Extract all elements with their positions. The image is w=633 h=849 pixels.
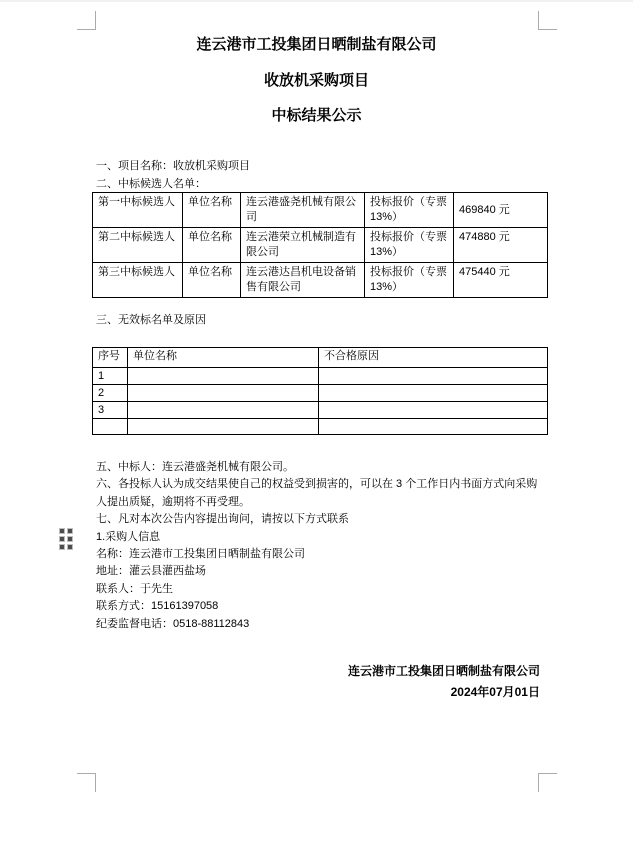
purchaser-address: 地址：灌云县灌西盐场 (96, 565, 206, 578)
doc-title-company: 连云港市工投集团日晒制盐有限公司 (196, 36, 437, 53)
purchaser-info-heading: 1.采购人信息 (96, 530, 161, 543)
table-row (93, 368, 548, 385)
unit-name-label: 单位名称 (183, 193, 241, 228)
dot (68, 537, 72, 541)
col-header-index: 序号 (93, 348, 128, 368)
candidate-company: 连云港达昌机电设备销售有限公司 (241, 263, 365, 298)
table-header-row (93, 348, 548, 368)
drag-handle-icon[interactable] (60, 529, 72, 549)
reason-cell (319, 368, 548, 385)
table-row (93, 402, 548, 419)
section-project-name: 一、项目名称：收放机采购项目 (96, 160, 250, 172)
candidate-company: 连云港盛尧机械有限公司 (241, 193, 365, 228)
unit-name-cell (128, 368, 319, 385)
row-index: 1 (93, 368, 128, 385)
announcement-body (96, 459, 543, 633)
bid-price: 475440 元 (454, 263, 548, 298)
crop-mark-bottom-right (538, 773, 557, 792)
row-index (93, 419, 128, 435)
col-header-reason: 不合格原因 (319, 348, 548, 368)
col-header-unit-name: 单位名称 (128, 348, 319, 368)
dot (60, 529, 64, 533)
table-row (93, 263, 548, 298)
reason-cell (319, 402, 548, 419)
candidate-rank: 第二中标候选人 (93, 228, 183, 263)
table-row (93, 385, 548, 402)
candidate-rank: 第三中标候选人 (93, 263, 183, 298)
row-index: 2 (93, 385, 128, 402)
purchaser-name: 名称：连云港市工投集团日晒制盐有限公司 (96, 548, 305, 561)
reason-cell (319, 385, 548, 402)
unit-name-label: 单位名称 (183, 228, 241, 263)
price-label: 投标报价（专票13%） (365, 263, 454, 298)
section-contact-intro: 七、凡对本次公告内容提出询问，请按以下方式联系 (96, 513, 349, 526)
page-edge-shading (0, 0, 633, 2)
unit-name-cell (128, 385, 319, 402)
bid-price: 474880 元 (454, 228, 548, 263)
crop-mark-top-left (77, 11, 96, 30)
crop-mark-top-right (538, 11, 557, 30)
dot (68, 545, 72, 549)
signature-date: 2024年07月01日 (450, 685, 540, 699)
purchaser-contact-person: 联系人：于先生 (96, 582, 173, 595)
bid-price: 469840 元 (454, 193, 548, 228)
candidate-company: 连云港荣立机械制造有限公司 (241, 228, 365, 263)
invalid-bids-table (92, 347, 548, 435)
signature-block (348, 661, 540, 703)
doc-title-project: 收放机采购项目 (263, 72, 369, 89)
price-label: 投标报价（专票13%） (365, 193, 454, 228)
dot (68, 529, 72, 533)
unit-name-cell (128, 402, 319, 419)
dot (60, 545, 64, 549)
doc-title-announcement: 中标结果公示 (271, 107, 362, 124)
unit-name-label: 单位名称 (183, 263, 241, 298)
supervision-phone: 纪委监督电话：0518-88112843 (96, 617, 250, 630)
section-winner: 五、中标人：连云港盛尧机械有限公司。 (96, 461, 294, 473)
unit-name-cell (128, 419, 319, 435)
price-label: 投标报价（专票13%） (365, 228, 454, 263)
section-candidate-list-heading: 二、中标候选人名单： (96, 178, 206, 190)
dot (60, 537, 64, 541)
candidate-rank: 第一中标候选人 (93, 193, 183, 228)
crop-mark-bottom-left (77, 773, 96, 792)
row-index: 3 (93, 402, 128, 419)
candidates-table (92, 192, 548, 298)
reason-cell (319, 419, 548, 435)
purchaser-phone: 联系方式：15161397058 (96, 600, 219, 613)
table-row (93, 228, 548, 263)
table-row (93, 193, 548, 228)
section-objection-rules: 六、各投标人认为成交结果使自己的权益受到损害的，可以在 3 个工作日内书面方式向采购人提出质疑，逾期将不再受理。 (96, 478, 538, 508)
signature-company: 连云港市工投集团日晒制盐有限公司 (347, 664, 540, 678)
table-row (93, 419, 548, 435)
section-invalid-bids-heading: 三、无效标名单及原因 (96, 314, 206, 326)
